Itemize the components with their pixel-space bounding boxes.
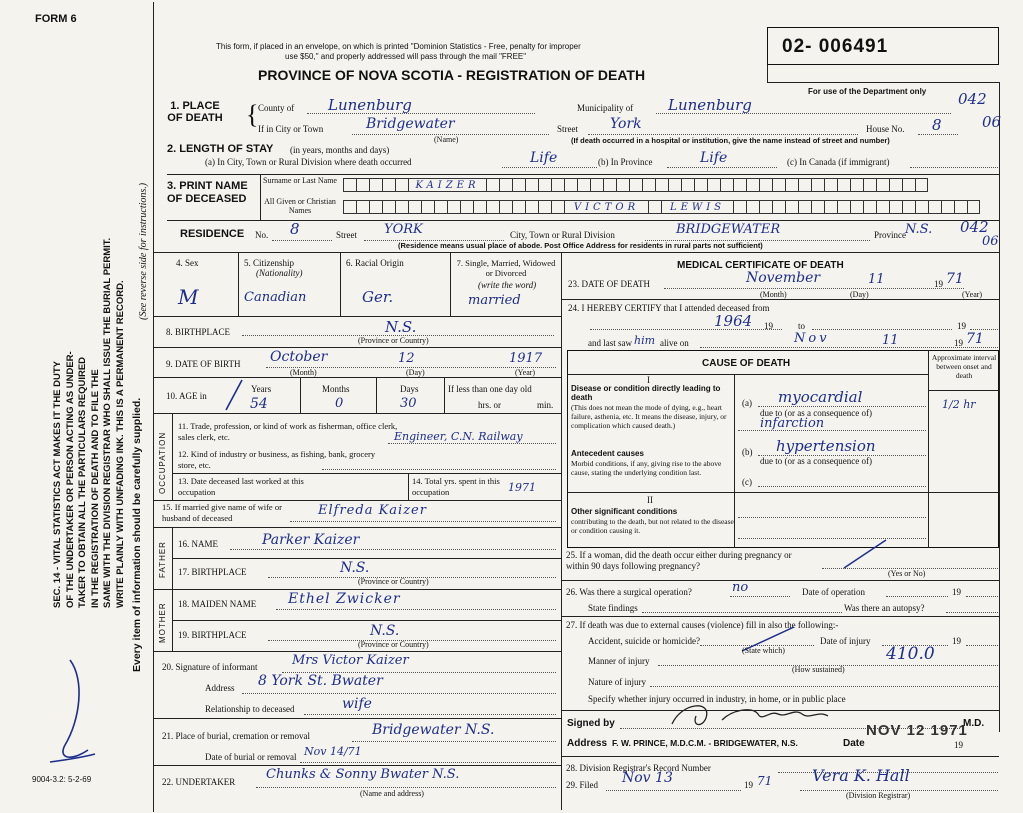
residence-no: 8: [290, 220, 300, 238]
undertaker-label: 22. UNDERTAKER: [162, 777, 236, 787]
cause-c-label: (c): [742, 477, 752, 487]
injury-date-19: 19: [952, 636, 961, 646]
relationship-value: wife: [342, 696, 372, 712]
length-of-stay-label: 2. LENGTH OF STAY: [167, 143, 274, 155]
marital-sub: (write the word): [478, 280, 537, 290]
street-value: York: [610, 116, 642, 132]
print-name-label: 3. PRINT NAME OF DECEASED: [167, 180, 248, 205]
dob-month-note: (Month): [290, 368, 317, 377]
nature-label: Nature of injury: [588, 677, 646, 687]
trade-label: 11. Trade, profession, or kind of work as fisherman, office clerk, sales clerk, etc.: [178, 421, 398, 442]
form-code: 9004-3.2: 5-2-69: [32, 775, 92, 784]
father-birthplace-label: 17. BIRTHPLACE: [178, 567, 247, 577]
signed-date-stamp: NOV 12 1971: [866, 722, 968, 739]
cause-a-value: myocardial: [778, 388, 863, 406]
classification-code: 410.0: [886, 644, 935, 664]
residence-label: RESIDENCE: [180, 228, 245, 240]
dod-day: 11: [868, 272, 885, 287]
marital-value: married: [468, 293, 521, 308]
county-value: Lunenburg: [328, 96, 412, 114]
cause-b-value: hypertension: [776, 437, 876, 455]
age-min-label: min.: [537, 400, 554, 410]
mail-notice-2: use $50," and properly addressed will pass through the mail "FREE": [285, 52, 527, 61]
father-side-label: FATHER: [158, 541, 167, 578]
city-label: If in City or Town: [258, 124, 324, 134]
q27-label: 27. If death was due to external causes (violence) fill in also the following:-: [566, 620, 839, 630]
residence-city-label: City, Town or Rural Division: [510, 230, 615, 240]
physician-address-label: Address: [567, 738, 608, 749]
dob-day-note: (Day): [406, 368, 425, 377]
father-name-label: 16. NAME: [178, 539, 218, 549]
q25-label: 25. If a woman, did the death occur either during pregnancy or within 90 days following pregnancy?: [566, 550, 792, 571]
statute-notice: SEC. 14 - VITAL STATISTICS ACT MAKES IT THE DUTY OF THE UNDERTAKER OR PERSON ACTING AS UNDER- TAKER TO OBTAIN ALL THE PARTICULARS REQUIRED IN THE REGISTRATION OF DEATH AND TO FILE THE SAME WITH THE DIVISION REGISTRAR WHO SHALL ISSUE THE BURIAL PERMIT. WRITE PLAINLY WITH UNFADING INK. THIS IS A PERMANENT RECORD.: [52, 237, 126, 608]
manner-label: Manner of injury: [588, 656, 650, 666]
total-years-label: 14. Total yrs. spent in this occupation: [412, 476, 500, 497]
age-days: 30: [400, 396, 417, 411]
place-of-death-label: 1. PLACE OF DEATH: [167, 100, 223, 124]
filed-date: Nov 13: [622, 770, 673, 786]
signed-date-label: Date: [843, 738, 865, 749]
cause-b-label: (b): [742, 447, 753, 457]
alive-on-label: alive on: [660, 338, 689, 348]
age-label: 10. AGE in: [166, 391, 207, 401]
last-saw-him: him: [634, 334, 656, 347]
dob-label: 9. DATE OF BIRTH: [166, 359, 241, 369]
trade-value: Engineer, C.N. Railway: [394, 430, 523, 443]
burial-place: Bridgewater N.S.: [372, 722, 495, 738]
last-saw-label: and last saw: [588, 338, 632, 348]
relationship-label: Relationship to deceased: [205, 704, 295, 714]
residence-code-1: 042: [960, 218, 989, 236]
injury-date-label: Date of injury: [820, 636, 871, 646]
father-birthplace-note: (Province or Country): [358, 577, 429, 586]
last-saw-day: 11: [882, 333, 899, 348]
mother-side-label: MOTHER: [158, 602, 167, 643]
birthplace-note: (Province or Country): [358, 336, 429, 345]
age-years-label: Years: [251, 384, 272, 394]
dob-day: 12: [398, 351, 415, 366]
physician-signature: [662, 696, 842, 732]
registrar-note: (Division Registrar): [846, 791, 911, 800]
mail-notice-1: This form, if placed in an envelope, on which is printed "Dominion Statistics - Free, penalty for improper: [216, 42, 581, 51]
state-which-note: (State which): [742, 646, 785, 655]
burial-date-label: Date of burial or removal: [205, 752, 297, 762]
house-label: House No.: [866, 124, 905, 134]
mother-birthplace: N.S.: [370, 623, 400, 639]
dod-year: 71: [946, 271, 964, 287]
q25-note: (Yes or No): [888, 569, 926, 578]
residence-note: (Residence means usual place of abode. Post Office Address for residents in rural parts not sufficient): [398, 241, 763, 250]
q26-value: no: [732, 580, 749, 595]
q28-label: 28. Division Registrar's Record Number: [566, 763, 711, 773]
operation-date-label: Date of operation: [802, 587, 865, 597]
maiden-name: Ethel Zwicker: [288, 591, 401, 607]
spouse-value: Elfreda Kaizer: [318, 503, 427, 518]
maiden-name-label: 18. MAIDEN NAME: [178, 599, 257, 609]
dod-day-note: (Day): [850, 290, 869, 299]
age-less-label: If less than one day old: [448, 384, 532, 394]
age-days-label: Days: [400, 384, 419, 394]
undertaker-value: Chunks & Sonny Bwater N.S.: [266, 767, 460, 782]
part-two-label: II: [647, 495, 653, 505]
total-years-value: 1971: [508, 481, 536, 494]
dept-use: For use of the Department only: [808, 87, 927, 96]
dod-label: 23. DATE OF DEATH: [568, 279, 650, 289]
form-number: FORM 6: [35, 13, 77, 25]
father-name: Parker Kaizer: [262, 532, 360, 548]
age-years: 54: [250, 396, 268, 412]
direct-cause-note: (This does not mean the mode of dying, e.g., heart failure, asthenia, etc. It means the disease, injury, or complication which caused death.): [571, 403, 727, 430]
place-code-2: 06: [982, 113, 1002, 131]
direct-cause-label: Disease or condition directly leading to death: [571, 384, 721, 402]
residence-city: BRIDGEWATER: [676, 222, 781, 237]
other-conditions-label: Other significant conditions: [571, 507, 678, 516]
city-value: Bridgewater: [366, 116, 455, 132]
cause-title: CAUSE OF DEATH: [702, 358, 791, 369]
spouse-label: 15. If married give name of wife or husband of deceased: [162, 502, 282, 523]
municipality-label: Municipality of: [577, 103, 634, 113]
residence-no-label: No.: [255, 230, 269, 240]
burial-date: Nov 14/71: [304, 745, 362, 758]
operation-date-19: 19: [952, 587, 961, 597]
sex-value: M: [178, 285, 199, 309]
informant-label: 20. Signature of informant: [162, 662, 258, 672]
place-code-1: 042: [958, 90, 987, 108]
due-to-1: due to (or as a consequence of): [760, 408, 872, 418]
attended-to-label: to: [798, 321, 806, 331]
street-label: Street: [557, 124, 578, 134]
racial-origin-value: Ger.: [362, 288, 394, 306]
dod-year-note: (Year): [962, 290, 983, 299]
registrar-signature: Vera K. Hall: [812, 766, 910, 785]
last-saw-year: 71: [966, 331, 984, 347]
stay-a-label: (a) In City, Town or Rural Division where death occurred: [205, 157, 412, 167]
q25-slash: [840, 536, 890, 572]
hospital-note: (If death occurred in a hospital or institution, give the name instead of street and number): [571, 136, 890, 145]
given-name-boxes: VICTOR LEWIS: [343, 200, 980, 214]
birthplace-label: 8. BIRTHPLACE: [166, 327, 230, 337]
attended-to-19: 19: [957, 321, 966, 331]
house-value: 8: [932, 116, 942, 134]
residence-street-label: Street: [336, 230, 357, 240]
citizenship-label: 5. Citizenship: [244, 258, 294, 268]
antecedent-note: Morbid conditions, if any, giving rise to the above cause, stating the underlying condition last.: [571, 459, 722, 477]
age-hrs-label: hrs. or: [478, 400, 501, 410]
informant-signature: Mrs Victor Kaizer: [292, 653, 409, 668]
citizenship-value: Canadian: [244, 290, 307, 305]
residence-code-2: 06: [982, 234, 999, 249]
how-sustained-note: (How sustained): [792, 665, 845, 674]
stay-c-label: (c) In Canada (if immigrant): [787, 157, 890, 167]
dob-year: 1917: [509, 351, 543, 366]
age-months-label: Months: [322, 384, 350, 394]
sex-label: 4. Sex: [176, 258, 199, 268]
informant-address: 8 York St. Bwater: [258, 673, 383, 689]
other-conditions-note: contributing to the death, but not related to the disease or condition causing it.: [571, 517, 734, 535]
accident-label: Accident, suicide or homicide?: [588, 636, 700, 646]
mother-birthplace-label: 19. BIRTHPLACE: [178, 630, 247, 640]
attended-from: 1964: [714, 312, 753, 330]
q26-label: 26. Was there a surgical operation?: [566, 587, 692, 597]
mother-birthplace-note: (Province or Country): [358, 640, 429, 649]
undertaker-note: (Name and address): [360, 789, 424, 798]
medical-cert-title: MEDICAL CERTIFICATE OF DEATH: [677, 260, 844, 271]
physician-address: F. W. PRINCE, M.D.C.M. - BRIDGEWATER, N.S.: [612, 738, 798, 748]
certify-label: 24. I HEREBY CERTIFY that I attended deceased from: [568, 303, 770, 313]
specify-label: Specify whether injury occurred in industry, in home, or in public place: [588, 694, 846, 704]
birthplace-value: N.S.: [385, 318, 417, 336]
racial-origin-label: 6. Racial Origin: [346, 258, 404, 268]
informant-address-label: Address: [205, 683, 235, 693]
info-notice: Every item of information should be carefully supplied.: [131, 397, 143, 672]
stay-b-label: (b) In Province: [598, 157, 653, 167]
q29-label: 29. Filed: [566, 780, 599, 790]
surname-boxes: KAIZER: [343, 178, 928, 192]
dod-month: November: [746, 270, 821, 286]
residence-province-label: Province: [874, 230, 906, 240]
residence-street: YORK: [384, 222, 423, 237]
cause-a-infarction: infarction: [760, 416, 825, 431]
father-birthplace: N.S.: [340, 560, 370, 576]
length-of-stay-sub: (in years, months and days): [290, 145, 390, 155]
reverse-instructions: (See reverse side for instructions.): [138, 182, 149, 320]
cause-a-label: (a): [742, 398, 752, 408]
cause-a-interval: 1/2 hr: [942, 398, 976, 411]
age-tick-mark: [222, 378, 246, 412]
dob-year-note: (Year): [515, 368, 536, 377]
due-to-2: due to (or as a consequence of): [760, 456, 872, 466]
burial-place-label: 21. Place of burial, cremation or removal: [162, 731, 310, 741]
municipality-value: Lunenburg: [668, 96, 752, 114]
occupation-side-label: OCCUPATION: [158, 431, 167, 494]
industry-label: 12. Kind of industry or business, as fishing, bank, grocery store, etc.: [178, 449, 376, 470]
marital-label: 7. Single, Married, Widowed or Divorced: [456, 258, 556, 278]
county-label: County of: [258, 103, 295, 113]
findings-label: State findings: [588, 603, 638, 613]
filed-19: 19: [744, 780, 753, 790]
autopsy-label: Was there an autopsy?: [844, 603, 925, 613]
dob-month: October: [270, 349, 328, 365]
surname-label: Surname or Last Name: [263, 176, 337, 185]
form-title: PROVINCE OF NOVA SCOTIA - REGISTRATION OF DEATH: [258, 67, 646, 83]
signed-date-19: 19: [954, 740, 963, 750]
antecedent-label: Antecedent causes: [571, 449, 644, 458]
margin-signature: [40, 650, 100, 770]
given-names-label: All Given or Christian Names: [264, 197, 336, 215]
part-one-label: I: [647, 375, 650, 385]
stay-a-value: Life: [530, 150, 558, 166]
last-saw-month: Nov: [794, 331, 830, 346]
dod-month-note: (Month): [760, 290, 787, 299]
age-months: 0: [335, 396, 344, 411]
name-note: (Name): [434, 135, 459, 144]
stay-b-value: Life: [700, 150, 728, 166]
interval-header: Approximate interval between onset and death: [931, 353, 997, 380]
filed-year: 71: [757, 774, 773, 788]
serial-box: [767, 27, 999, 65]
citizenship-sub: (Nationality): [256, 268, 303, 278]
serial-number: 02- 006491: [782, 36, 889, 57]
signed-by-label: Signed by: [567, 718, 615, 729]
md-label: M.D.: [963, 718, 985, 729]
residence-province: N.S.: [905, 222, 933, 237]
last-worked-label: 13. Date deceased last worked at this occupation: [178, 476, 304, 497]
